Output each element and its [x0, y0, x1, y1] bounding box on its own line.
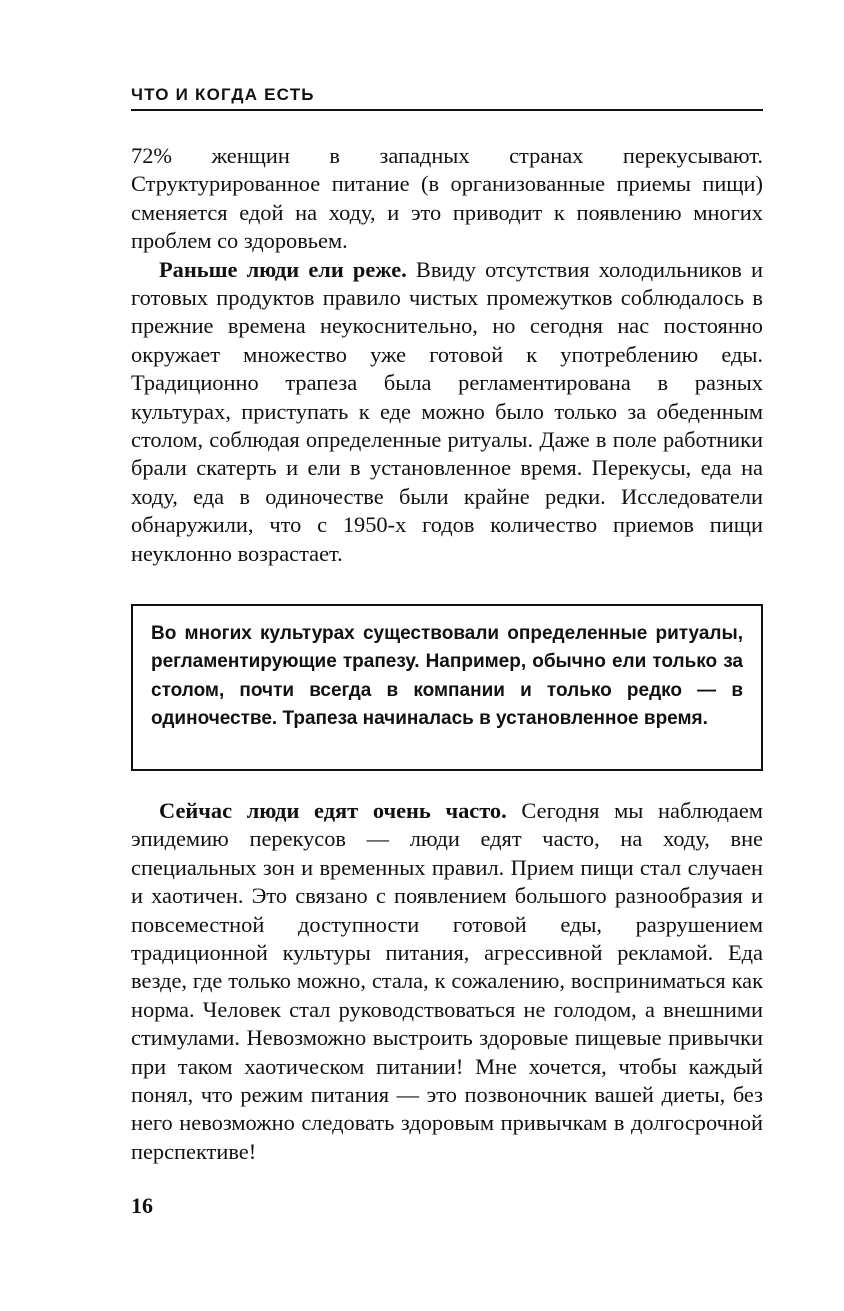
running-header: ЧТО И КОГДА ЕСТЬ — [131, 84, 763, 111]
paragraph-lead: Раньше люди ели реже. — [159, 256, 407, 282]
paragraph-body: Сегодня мы наблюдаем эпидемию перекусов — люди едят часто, на ходу, вне специальных зон и временных правил. Прием пищи стал случаен и хаотичен. Это связано с появлением большого разнообразия и повсеместной доступности готовой еды, разрушением традиционной культуры питания, агрессивной рекламой. Еда везде, где только можно, стала, к сожалению, восприниматься как норма. Человек стал руководствоваться не голодом, а внешними стимулами. Невозможно выстроить здоровые пищевые привычки при таком хаотическом питании! Мне хочется, чтобы каждый понял, что режим питания — это позвоночник вашей диеты, без него невозможно следовать здоровым привычкам в долгосрочной перспективе! — [131, 798, 763, 1164]
paragraph-lead: Сейчас люди едят очень часто. — [159, 798, 507, 823]
paragraph-current-meals — [131, 797, 763, 1166]
callout-box — [131, 604, 763, 771]
page-number: 16 — [131, 1193, 153, 1218]
paragraph-continuation: 72% женщин в западных странах перекусывают. Структурированное питание (в организованные приемы пищи) сменяется едой на ходу, и это приводит к появлению многих проблем со здоровьем. — [131, 143, 763, 254]
paragraph-body: Ввиду отсутствия холодильников и готовых продуктов правило чистых промежутков соблюдалось в прежние времена неукоснительно, но сегодня нас постоянно окружает множество уже готовой к употреблению еды. Традиционно трапеза была регламентирована в разных культурах, приступать к еде можно было только за обеденным столом, соблюдая определенные ритуалы. Даже в поле работники брали скатерть и ели в установленное время. Перекусы, еда на ходу, еда в одиночестве были крайне редки. Исследователи обнаружили, что с 1950-х годов количество приемов пищи неуклонно возрастает. — [131, 256, 763, 566]
text-block-top — [131, 142, 763, 568]
callout-text: Во многих культурах существовали определенные ритуалы, регламентирующие трапезу. Например, обычно ели только за столом, почти всегда в компании и только редко — в одиночестве. Трапеза начиналась в установленное время. — [151, 623, 743, 730]
paragraph-past-meals — [131, 256, 763, 568]
text-block-bottom — [131, 797, 763, 1166]
